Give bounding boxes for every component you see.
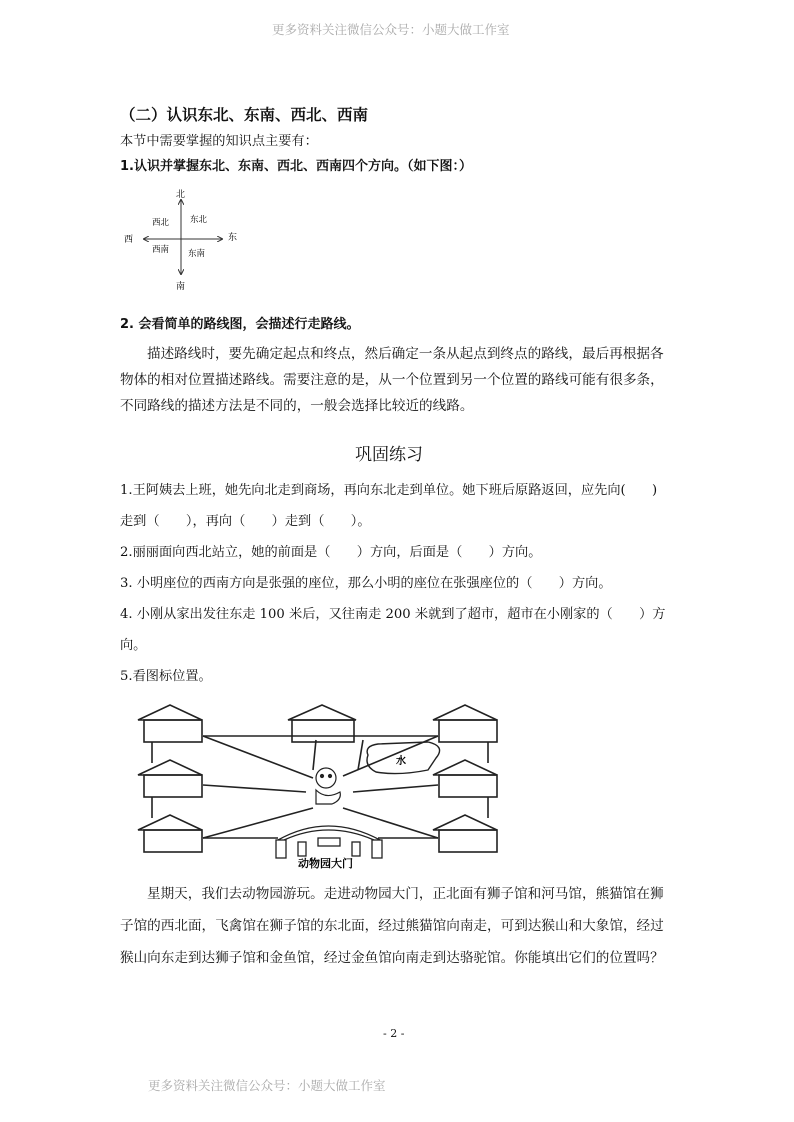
- zoo-gate: [276, 826, 382, 858]
- question-2: 2.丽丽面向西北站立，她的前面是（ ）方向，后面是（ ）方向。: [120, 545, 542, 560]
- compass-west: 西: [124, 235, 134, 245]
- paragraph-line: 不同路线的描述方法是不同的，一般会选择比较近的线路。: [120, 398, 474, 414]
- page-number: - 2 -: [383, 1027, 405, 1040]
- compass-northeast: 东北: [190, 215, 208, 225]
- compass-south: 南: [176, 282, 186, 292]
- point-2: 2. 会看简单的路线图，会描述行走路线。: [120, 317, 360, 332]
- house-mid-right: [433, 760, 497, 797]
- intro-text: 本节中需要掌握的知识点主要有：: [120, 134, 318, 149]
- gate-label: 动物园大门: [298, 857, 353, 870]
- house-mid-left: [138, 760, 202, 797]
- water-label: 水: [396, 756, 406, 767]
- route-paragraph: [120, 341, 680, 419]
- compass-southeast: 东南: [188, 249, 206, 259]
- compass-northwest: 西北: [152, 218, 170, 228]
- watermark-top: 更多资料关注微信公众号：小题大做工作室: [272, 22, 510, 37]
- watermark-bottom: 更多资料关注微信公众号：小题大做工作室: [148, 1078, 386, 1093]
- house-top-right: [433, 705, 497, 742]
- paragraph-line: 物体的相对位置描述路线。需要注意的是，从一个位置到另一个位置的路线可能有很多条，: [120, 372, 664, 388]
- story-line: 猴山向东走到达狮子馆和金鱼馆，经过金鱼馆向南走到达骆驼馆。你能填出它们的位置吗？: [120, 950, 664, 966]
- animal-icon: [316, 768, 340, 804]
- compass-north: 北: [176, 190, 186, 200]
- section-title: （二）认识东北、东南、西北、西南: [120, 106, 369, 124]
- paragraph-line: 描述路线时，要先确定起点和终点，然后确定一条从起点到终点的路线，最后再根据各: [147, 346, 664, 362]
- question-1-line-2: 走到（ ），再向（ ）走到（ ）。: [120, 514, 371, 529]
- zoo-map: [128, 700, 518, 870]
- question-1-line-1: 1.王阿姨去上班，她先向北走到商场，再向东北走到单位。她下班后原路返回，应先向( ): [120, 483, 658, 498]
- compass-southwest: 西南: [152, 245, 170, 255]
- practice-title: 巩固练习: [355, 445, 423, 465]
- compass-diagram: [118, 186, 248, 294]
- question-4-line-2: 向。: [120, 638, 147, 653]
- story-line: 子馆的西北面，飞禽馆在狮子馆的东北面，经过熊猫馆向南走，可到达猴山和大象馆，经过: [120, 918, 664, 934]
- question-4-line-1: 4. 小刚从家出发往东走 100 米后，又往南走 200 米就到了超市，超市在小刚家的（ ）方: [120, 607, 666, 622]
- house-top-left: [138, 705, 202, 742]
- compass-east: 东: [228, 233, 238, 243]
- house-bottom-left: [138, 815, 202, 852]
- point-1: 1.认识并掌握东北、东南、西北、西南四个方向。（如下图：）: [120, 159, 472, 174]
- question-3: 3. 小明座位的西南方向是张强的座位，那么小明的座位在张强座位的（ ）方向。: [120, 576, 612, 591]
- zoo-story: [120, 878, 680, 974]
- house-bottom-right: [433, 815, 497, 852]
- story-line: 星期天，我们去动物园游玩。走进动物园大门，正北面有狮子馆和河马馆，熊猫馆在狮: [147, 886, 664, 902]
- question-5: 5.看图标位置。: [120, 669, 212, 684]
